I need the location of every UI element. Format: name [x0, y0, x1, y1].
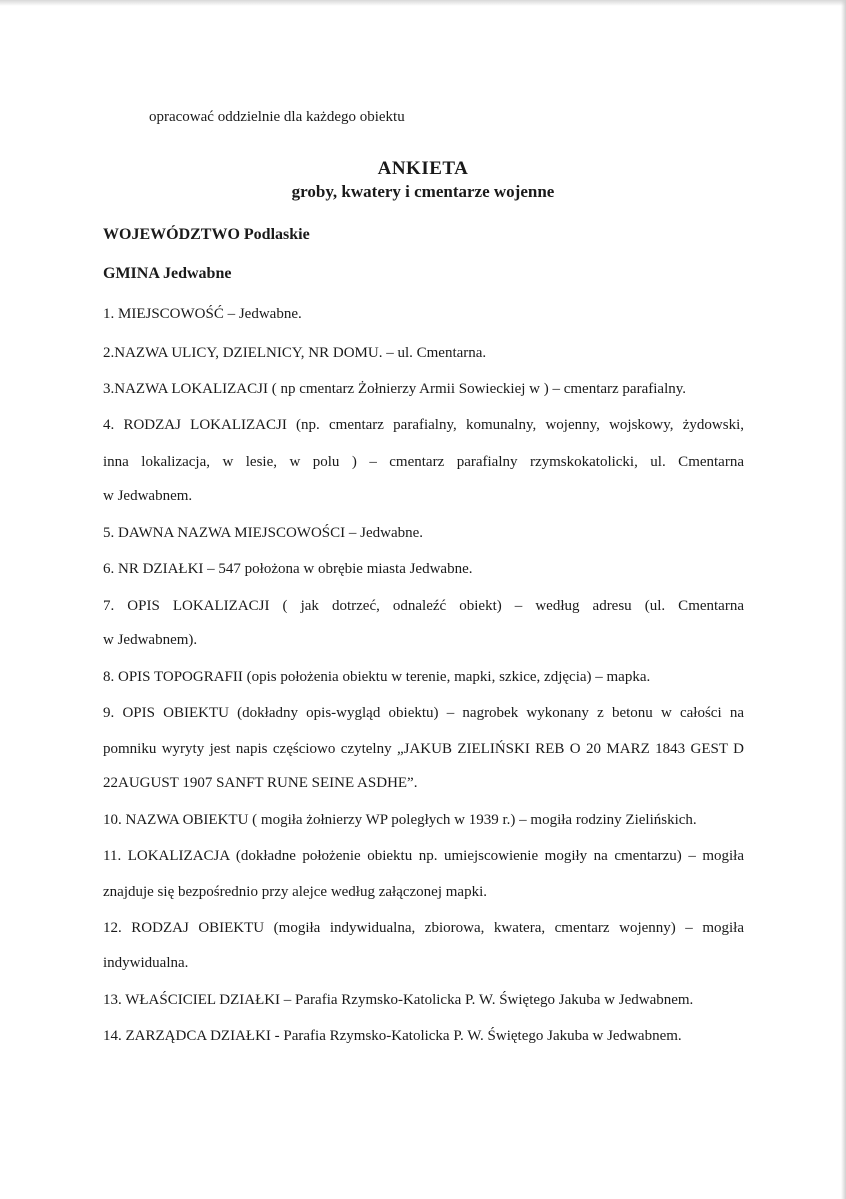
item-10-object-name: 10. NAZWA OBIEKTU ( mogiła żołnierzy WP poległych w 1939 r.) – mogiła rodziny Zielińskich.	[103, 812, 697, 828]
item-2-street: 2.NAZWA ULICY, DZIELNICY, NR DOMU. – ul. Cmentarna.	[103, 345, 487, 361]
instruction-note: opracować oddzielnie dla każdego obiektu	[149, 109, 405, 125]
item-7-location-description-line2: w Jedwabnem).	[103, 632, 198, 648]
commune-header: GMINA Jedwabne	[103, 265, 232, 282]
item-5-former-name: 5. DAWNA NAZWA MIEJSCOWOŚCI – Jedwabne.	[103, 525, 424, 541]
item-9-object-description-line1: 9. OPIS OBIEKTU (dokładny opis-wygląd obiektu) – nagrobek wykonany z betonu w całości na	[103, 705, 744, 721]
item-4-location-type-line3: w Jedwabnem.	[103, 488, 193, 504]
document-subtitle: groby, kwatery i cmentarze wojenne	[291, 182, 555, 201]
item-4-location-type-line1: 4. RODZAJ LOKALIZACJI (np. cmentarz parafialny, komunalny, wojenny, wojskowy, żydowski,	[103, 417, 744, 433]
voivodeship-header: WOJEWÓDZTWO Podlaskie	[103, 226, 310, 243]
item-6-plot-number: 6. NR DZIAŁKI – 547 położona w obrębie miasta Jedwabne.	[103, 561, 473, 577]
item-1-locality: 1. MIEJSCOWOŚĆ – Jedwabne.	[103, 306, 302, 322]
scan-edge-top	[0, 0, 846, 6]
item-13-plot-owner: 13. WŁAŚCICIEL DZIAŁKI – Parafia Rzymsko-Katolicka P. W. Świętego Jakuba w Jedwabnem.	[103, 992, 694, 1008]
item-4-location-type-line2: inna lokalizacja, w lesie, w polu ) – cmentarz parafialny rzymskokatolicki, ul. Cmentarna	[103, 454, 744, 470]
item-8-topography: 8. OPIS TOPOGRAFII (opis położenia obiektu w terenie, mapki, szkice, zdjęcia) – mapka.	[103, 669, 651, 685]
item-11-localization-line1: 11. LOKALIZACJA (dokładne położenie obiektu np. umiejscowienie mogiły na cmentarzu) – mogiła	[103, 848, 744, 864]
item-12-object-type-line1: 12. RODZAJ OBIEKTU (mogiła indywidualna, zbiorowa, kwatera, cmentarz wojenny) – mogiła	[103, 920, 744, 936]
item-12-object-type-line2: indywidualna.	[103, 955, 189, 971]
item-9-object-description-line3: 22AUGUST 1907 SANFT RUNE SEINE ASDHE”.	[103, 775, 418, 791]
document-title: ANKIETA	[377, 158, 469, 179]
item-9-object-description-line2: pomniku wyryty jest napis częściowo czytelny „JAKUB ZIELIŃSKI REB O 20 MARZ 1843 GEST D	[103, 741, 744, 757]
item-3-location-name: 3.NAZWA LOKALIZACJI ( np cmentarz Żołnierzy Armii Sowieckiej w ) – cmentarz parafialny.	[103, 381, 687, 397]
item-14-plot-manager: 14. ZARZĄDCA DZIAŁKI - Parafia Rzymsko-Katolicka P. W. Świętego Jakuba w Jedwabnem.	[103, 1028, 682, 1044]
item-11-localization-line2: znajduje się bezpośrednio przy alejce według załączonej mapki.	[103, 884, 487, 900]
item-7-location-description-line1: 7. OPIS LOKALIZACJI ( jak dotrzeć, odnaleźć obiekt) – według adresu (ul. Cmentarna	[103, 598, 744, 614]
